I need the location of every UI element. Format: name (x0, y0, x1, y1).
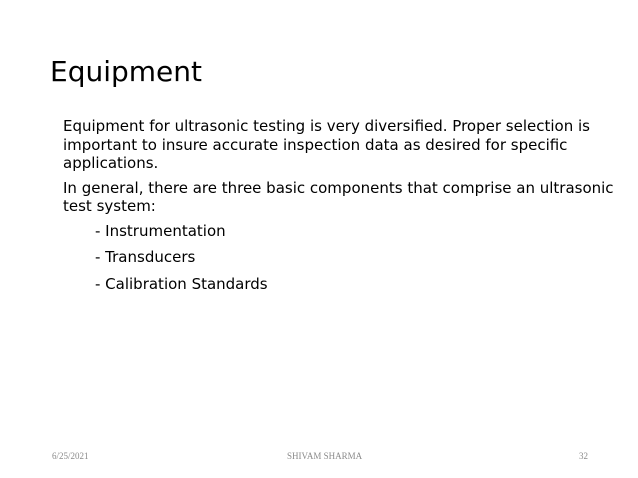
paragraph-equipment-intro: Equipment for ultrasonic testing is very diversified. Proper selection is important to insure accurate inspection data as desired for specific applications. (63, 117, 590, 172)
paragraph-components-intro: In general, there are three basic components that comprise an ultrasonic test system: (63, 178, 614, 215)
slide-body (63, 117, 623, 301)
list-item-instrumentation: - Instrumentation (95, 221, 226, 240)
slide-title: Equipment (50, 55, 202, 88)
footer-page-number: 32 (579, 451, 588, 461)
list-item-calibration-standards: - Calibration Standards (95, 274, 268, 293)
list-item-transducers: - Transducers (95, 248, 196, 266)
footer-date: 6/25/2021 (52, 451, 89, 461)
footer-author: SHIVAM SHARMA (287, 451, 363, 461)
